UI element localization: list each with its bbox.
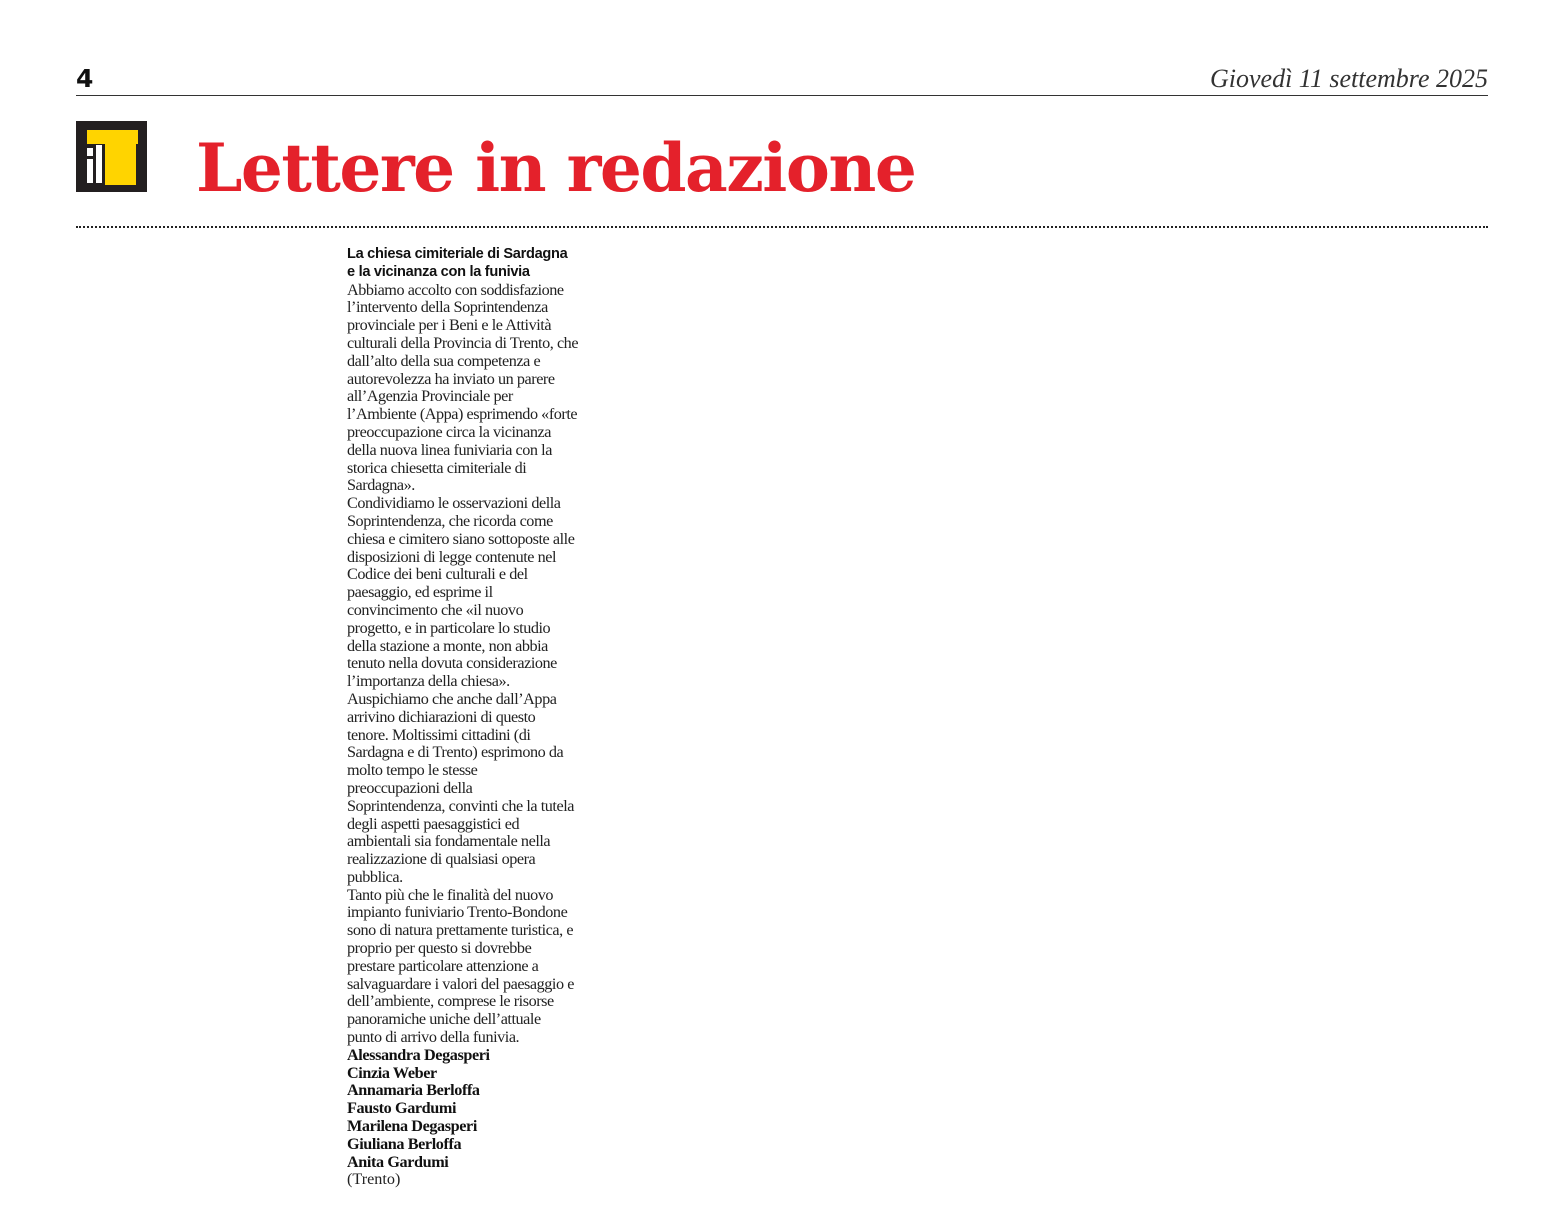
body-line: pubblica. [347, 867, 403, 886]
body-line: Soprintendenza, che ricorda come [347, 511, 553, 530]
body-line: tenuto nella dovuta considerazione [347, 654, 557, 673]
body-line: prestare particolare attenzione a [347, 956, 539, 975]
body-line: Sardagna e di Trento) esprimono da [347, 743, 564, 762]
body-line: autorevolezza ha inviato un parere [347, 369, 555, 388]
body-line: provinciale per i Beni e le Attività [347, 316, 552, 335]
body-line: della stazione a monte, non abbia [347, 636, 548, 655]
signature-name: Annamaria Berloffa [347, 1081, 480, 1100]
section-title: Lettere in redazione [196, 129, 916, 207]
body-line: Sardagna». [347, 476, 415, 495]
body-line: Abbiamo accolto con soddisfazione [347, 280, 564, 299]
article-body [347, 282, 622, 1047]
signature-name: Anita Gardumi [347, 1152, 449, 1171]
signature-name: Alessandra Degasperi [347, 1045, 490, 1064]
signature-name: Fausto Gardumi [347, 1099, 457, 1118]
body-line: Codice dei beni culturali e del [347, 565, 528, 584]
body-line: dall’alto della sua competenza e [347, 351, 541, 370]
body-line: punto di arrivo della funivia. [347, 1028, 520, 1047]
headline-line: e la vicinanza con la funivia [347, 263, 530, 280]
letter-article [347, 246, 622, 1189]
article-signatures [347, 1047, 622, 1172]
body-line: Tanto più che le finalità del nuovo [347, 885, 554, 904]
body-line: l’importanza della chiesa». [347, 672, 510, 691]
section-divider [76, 226, 1488, 228]
body-line: arrivino dichiarazioni di questo [347, 707, 536, 726]
body-line: progetto, e in particolare lo studio [347, 618, 551, 637]
body-line: preoccupazioni della [347, 778, 473, 797]
newspaper-logo-icon [76, 121, 147, 192]
body-line: sono di natura prettamente turistica, e [347, 921, 574, 940]
signature-name: Marilena Degasperi [347, 1117, 477, 1136]
body-line: convincimento che «il nuovo [347, 600, 524, 619]
body-line: degli aspetti paesaggistici ed [347, 814, 520, 833]
body-line: paesaggio, ed esprime il [347, 583, 493, 602]
body-line: preoccupazione circa la vicinanza [347, 422, 551, 441]
body-line: salvaguardare i valori del paesaggio e [347, 974, 574, 993]
body-line: realizzazione di qualsiasi opera [347, 850, 536, 869]
body-line: Soprintendenza, convinti che la tutela [347, 796, 574, 815]
body-line: proprio per questo si dovrebbe [347, 939, 532, 958]
article-place: (Trento) [347, 1170, 401, 1189]
body-line: molto tempo le stesse [347, 761, 478, 780]
headline-line: La chiesa cimiteriale di Sardagna [347, 246, 568, 262]
body-line: panoramiche uniche dell’attuale [347, 1010, 541, 1029]
body-line: Condividiamo le osservazioni della [347, 494, 561, 513]
article-headline [347, 246, 622, 282]
body-line: all’Agenzia Provinciale per [347, 387, 513, 406]
body-line: chiesa e cimitero siano sottoposte alle [347, 529, 575, 548]
body-line: culturali della Provincia di Trento, che [347, 333, 579, 352]
body-line: ambientali sia fondamentale nella [347, 832, 551, 851]
signature-name: Cinzia Weber [347, 1063, 437, 1082]
page-date: Giovedì 11 settembre 2025 [1210, 64, 1488, 93]
top-rule [76, 95, 1488, 96]
body-line: impianto funiviario Trento-Bondone [347, 903, 568, 922]
body-line: l’intervento della Soprintendenza [347, 298, 548, 317]
body-line: l’Ambiente (Appa) esprimendo «forte [347, 405, 578, 424]
signature-name: Giuliana Berloffa [347, 1134, 462, 1153]
body-line: dell’ambiente, comprese le risorse [347, 992, 554, 1011]
body-line: disposizioni di legge contenute nel [347, 547, 557, 566]
page-number: 4 [76, 64, 94, 93]
body-line: storica chiesetta cimiteriale di [347, 458, 527, 477]
body-line: Auspichiamo che anche dall’Appa [347, 689, 557, 708]
body-line: tenore. Moltissimi cittadini (di [347, 725, 531, 744]
body-line: della nuova linea funiviaria con la [347, 440, 552, 459]
